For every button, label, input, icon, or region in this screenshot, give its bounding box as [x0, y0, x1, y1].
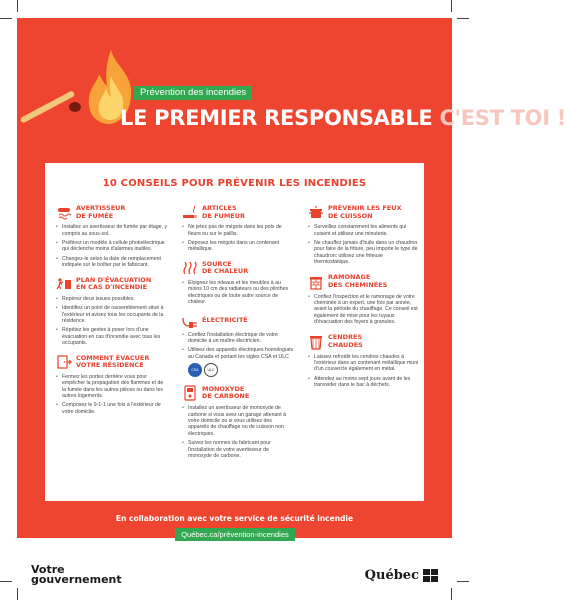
crop-mark [17, 0, 18, 12]
section-title [202, 205, 245, 220]
csa-logo: CSA [188, 363, 202, 377]
list-item: • Ne chauffez jamais d'huile dans un chaudron pour faire de la friture, peu importe le type de chaudron; utilisez une friteuse thermostatique. [308, 240, 420, 266]
section-title [202, 261, 248, 276]
website-link[interactable]: Québec.ca/prévention-incendies [175, 528, 295, 541]
list-item: • Installez un avertisseur de monoxyde de carbone si vous avez un garage attenant à votre domicile ou si vous utilisez des appareils de chauffage ou de cuisson non électriques. [182, 405, 294, 437]
column-2 [182, 205, 294, 468]
bullet-list [182, 224, 294, 253]
list-item: • Confiez l'inspection et le ramonage de votre cheminée à un expert, une fois par année, avant la période du chauffage. Ce conseil est également de mise pour les tuyaux d'évacuation des foyers à granules. [308, 294, 420, 326]
column-3 [308, 205, 420, 397]
bullet-list [182, 405, 294, 459]
collaboration-text: En collaboration avec votre service de sécurité incendie [115, 514, 354, 523]
section-header [56, 205, 168, 220]
section-cooking-fires [308, 205, 420, 266]
bullet-list [56, 224, 168, 268]
column-1 [56, 205, 168, 423]
quebec-wordmark: Québec [364, 568, 419, 583]
list-item: • Composez le 9-1-1 une fois à l'extérieur de votre domicile. [56, 402, 168, 415]
list-item: • Installez un avertisseur de fumée par étage, y compris au sous-sol. [56, 224, 168, 237]
section-title [76, 355, 149, 370]
tips-card [45, 163, 424, 501]
section-title-line: SOURCE [202, 259, 232, 268]
list-item: • Déposez les mégots dans un contenant métallique. [182, 240, 294, 253]
section-title [328, 334, 363, 349]
section-title-line: DE CUISSON [328, 211, 373, 220]
bullet-list [56, 374, 168, 415]
smoke-detector-icon [56, 206, 72, 220]
section-title-line: COMMENT ÉVACUER [76, 353, 150, 362]
section-title-line: DES CHEMINÉES [328, 280, 388, 289]
fleur-de-lys-flag-icon [423, 569, 438, 582]
bullet-list [308, 354, 420, 389]
section-header [182, 261, 294, 276]
heat-source-icon [182, 261, 198, 275]
bullet-list [56, 296, 168, 347]
section-title-line: DE FUMÉE [76, 211, 114, 220]
section-title-line: DE FUMEUR [202, 211, 246, 220]
section-title-line: DE CARBONE [202, 392, 250, 401]
bullet-list [182, 280, 294, 306]
list-item: • Identifiez un point de rassemblement situé à l'extérieur et avisez tous les occupants de la résidence. [56, 305, 168, 324]
list-item: • Changez-le selon la date de remplacement indiquée sur le boîtier par le fabricant. [56, 256, 168, 269]
certification-logos [188, 363, 294, 377]
section-title [76, 205, 125, 220]
cooking-pot-icon [308, 206, 324, 220]
section-title-line: RAMONAGE [328, 273, 371, 282]
list-item: • Fermez les portes derrière vous pour empêcher la propagation des flammes et de la fumée dans les autres pièces ou dans les autres logements. [56, 374, 168, 400]
headline-main: LE PREMIER RESPONSABLE [120, 106, 433, 130]
crop-mark [457, 581, 469, 582]
list-item: • Préférez un modèle à cellule photoélectrique qui déclenche moins d'alarmes inutiles. [56, 240, 168, 253]
section-title-line: ÉLECTRICITÉ [202, 315, 248, 324]
section-evacuate-home [56, 355, 168, 416]
headline-accent: C'EST TOI ! [439, 106, 566, 130]
section-title [328, 205, 402, 220]
list-item: • Surveillez constamment les aliments qui cuisent et utilisez une minuterie. [308, 224, 420, 237]
section-title-line: EN CAS D'INCENDIE [76, 283, 148, 292]
headline [120, 106, 566, 130]
list-item: • Attendez au moins sept jours avant de les transvider dans le bac à déchets. [308, 376, 420, 389]
section-header [56, 277, 168, 292]
section-hot-ashes [308, 334, 420, 389]
section-header [308, 334, 420, 350]
section-title-line: PLAN D'ÉVACUATION [76, 275, 152, 284]
section-smoking [182, 205, 294, 253]
exit-door-icon [56, 355, 72, 369]
section-header [308, 274, 420, 290]
cigarette-icon [182, 206, 198, 220]
section-header [182, 385, 294, 401]
section-title [202, 317, 248, 325]
poster-page [17, 18, 566, 586]
section-header [182, 314, 294, 328]
section-title-line: VOTRE RÉSIDENCE [76, 361, 144, 370]
plug-icon [182, 314, 198, 328]
bullet-list [308, 294, 420, 326]
card-title: 10 CONSEILS POUR PRÉVENIR LES INCENDIES [102, 178, 367, 189]
section-title-line: PRÉVENIR LES FEUX [328, 204, 402, 212]
crop-mark [451, 0, 452, 12]
ash-bucket-icon [308, 334, 324, 350]
evacuation-plan-icon [56, 277, 72, 291]
votre-gouvernement-logo [31, 565, 122, 585]
section-title-line: DE CHALEUR [202, 267, 249, 276]
section-header [182, 205, 294, 220]
section-title [202, 386, 249, 401]
gov-logo-line: Votre [31, 563, 65, 576]
list-item: • Laissez refroidir les cendres chaudes à l'extérieur dans un contenant métallique muni d'un couvercle également en métal. [308, 354, 420, 373]
crop-mark [17, 588, 18, 600]
section-evacuation-plan [56, 277, 168, 347]
red-banner [17, 18, 566, 539]
section-title-line: ARTICLES [202, 204, 237, 212]
list-item: • Suivez les normes du fabricant pour l'installation de votre avertisseur de monoxyde de carbone. [182, 440, 294, 459]
section-header [308, 205, 420, 220]
section-title-line: CHAUDES [328, 340, 363, 349]
section-title [76, 277, 151, 292]
chimney-icon [308, 274, 324, 290]
crop-mark [451, 588, 452, 600]
crop-mark [457, 18, 469, 19]
list-item: • Confiez l'installation électrique de votre domicile à un maître électricien. [182, 332, 294, 345]
section-title-line: CENDRES [328, 333, 363, 342]
quebec-logo [365, 568, 438, 583]
match-stick-icon [20, 90, 76, 123]
section-heat-source [182, 261, 294, 306]
crop-mark [0, 581, 12, 582]
match-head-icon [69, 102, 81, 112]
list-item: • Éloignez les rideaux et les meubles à au moins 10 cm des radiateurs ou des plinthes électriques ou de toute autre source de chaleur. [182, 280, 294, 306]
section-carbon-monoxide [182, 385, 294, 459]
section-electricity [182, 314, 294, 378]
co-detector-icon [182, 385, 198, 401]
section-smoke-detector [56, 205, 168, 269]
list-item: • Répétez les gestes à poser lors d'une évacuation en cas d'incendie avec tous les occupants. [56, 327, 168, 346]
section-header [56, 355, 168, 370]
list-item: • Ne jetez pas de mégots dans les pots de fleurs ou sur le paillis. [182, 224, 294, 237]
list-item: • Utilisez des appareils électriques homologués au Canada et portant les sigles CSA et ULC [182, 347, 294, 360]
gov-logo-line: gouvernement [31, 573, 122, 586]
section-title-line: MONOXYDE [202, 384, 245, 393]
section-chimney [308, 274, 420, 326]
list-item: • Repérez deux issues possibles. [56, 296, 168, 302]
tagline: Prévention des incendies [134, 86, 252, 100]
section-title [328, 274, 387, 289]
ulc-logo: ULC [204, 363, 218, 377]
bullet-list [182, 332, 294, 361]
section-title-line: AVERTISSEUR [76, 204, 126, 212]
bullet-list [308, 224, 420, 265]
crop-mark [0, 18, 12, 19]
